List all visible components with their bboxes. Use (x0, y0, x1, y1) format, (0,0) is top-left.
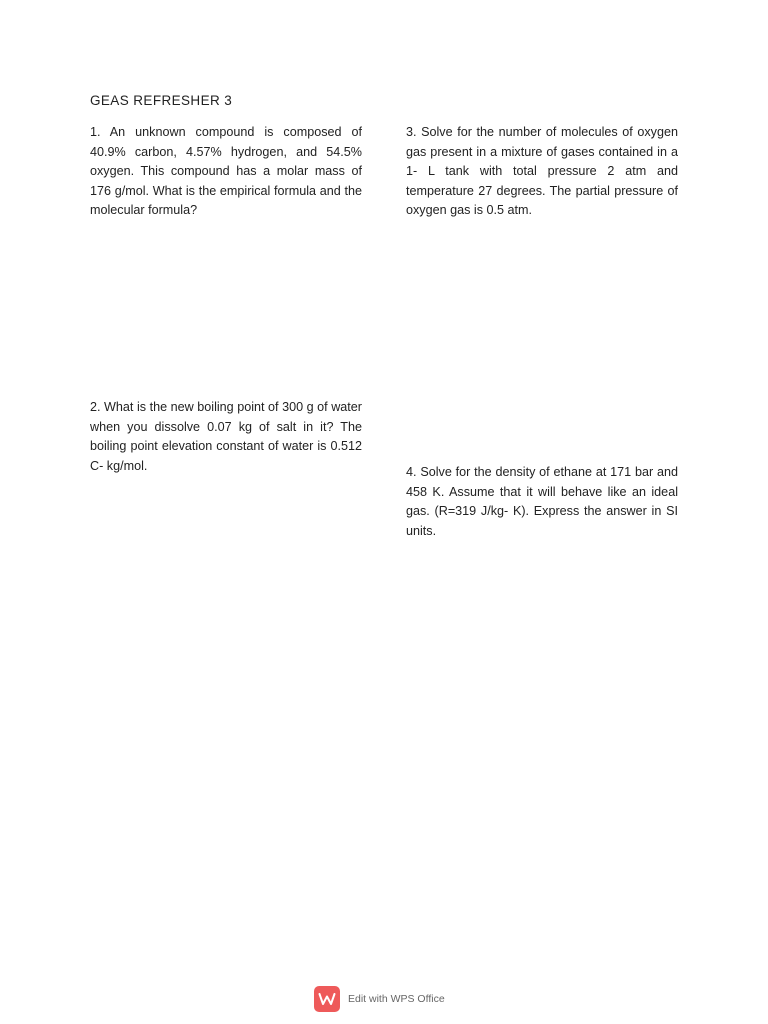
wps-footer-label: Edit with WPS Office (348, 993, 445, 1005)
question-3: 3. Solve for the number of molecules of oxygen gas present in a mixture of gases contained in a 1- L tank with total pressure 2 atm and temperature 27 degrees. The partial pressure of oxygen gas is 0.5 atm. (406, 125, 678, 218)
edit-with-wps-button[interactable] (314, 985, 445, 1013)
wps-office-icon (314, 986, 340, 1012)
question-4: 4. Solve for the density of ethane at 171 bar and 458 K. Assume that it will behave like an ideal gas. (R=319 J/kg- K). Express the answer in SI units. (406, 465, 678, 538)
question-2: 2. What is the new boiling point of 300 g of water when you dissolve 0.07 kg of salt in it? The boiling point elevation constant of water is 0.512 C- kg/mol. (90, 400, 362, 473)
question-1: 1. An unknown compound is composed of 40.9% carbon, 4.57% hydrogen, and 54.5% oxygen. This compound has a molar mass of 176 g/mol. What is the empirical formula and the molecular formula? (90, 125, 362, 218)
document-title: GEAS REFRESHER 3 (90, 93, 233, 108)
